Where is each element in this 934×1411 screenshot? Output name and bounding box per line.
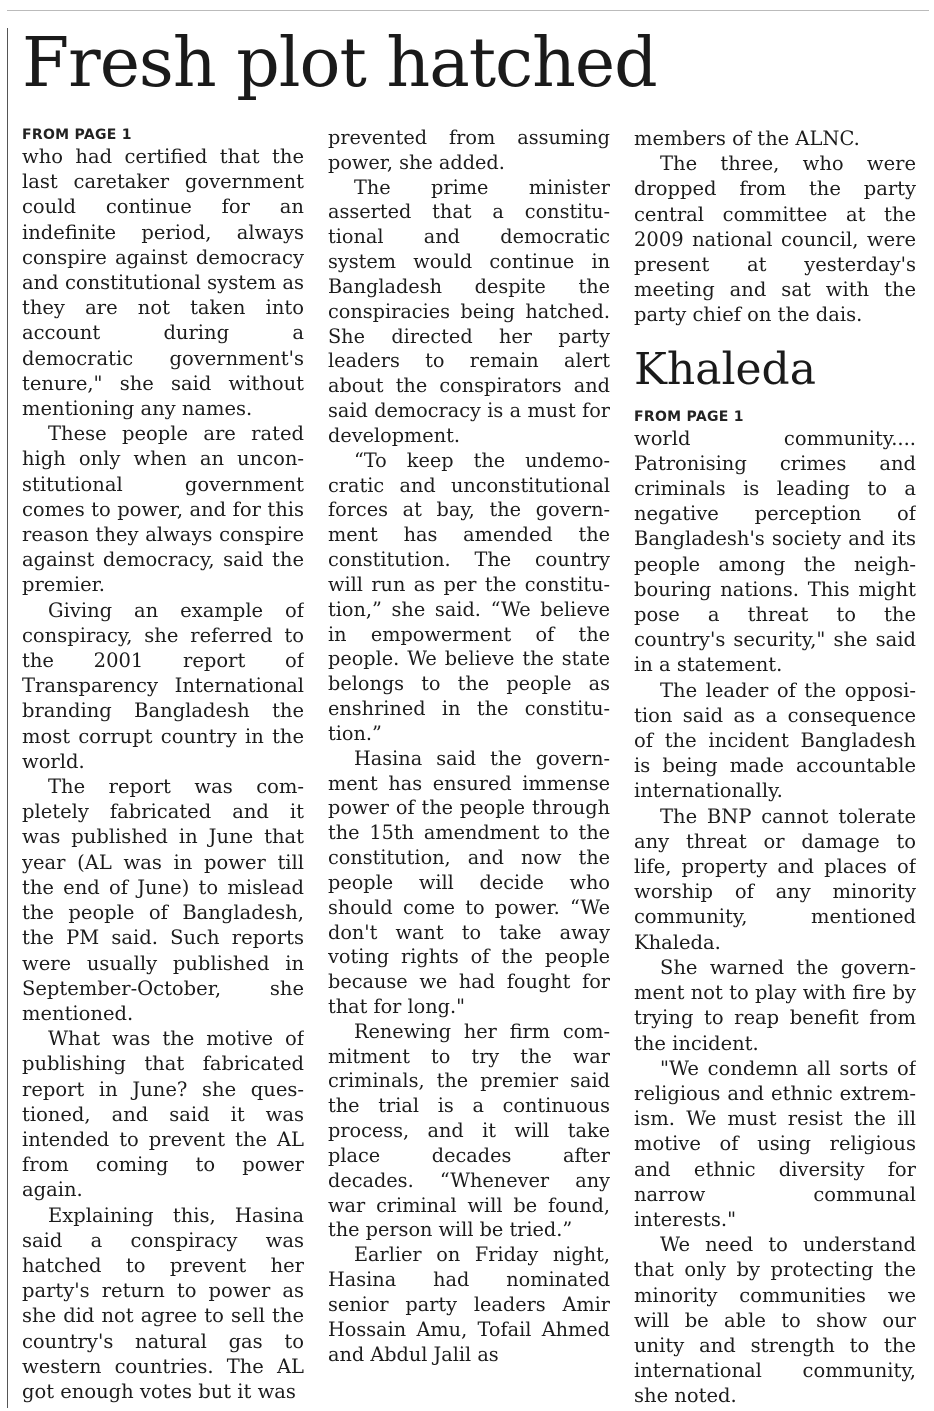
column-2 [328, 126, 610, 1408]
paragraph: "We condemn all sorts of religious and ethnic extremism. We must resist the ill motive of using religious and ethnic diversity for narrow communal interests." [634, 1056, 916, 1231]
top-rule [7, 10, 929, 11]
paragraph: members of the ALNC. [634, 127, 860, 150]
left-column-rule [7, 28, 8, 1408]
paragraph: What was the motive of publishing that fabricated report in June? she questioned, and said it was intended to prevent the AL from coming to power again. [22, 1027, 304, 1202]
paragraph: The prime minister asserted that a constitutional and democratic system would continue in Bangladesh despite the conspiracies being hatched. She directed her party leaders to remain alert about the conspirators and said democracy is a must for development. [328, 175, 610, 447]
column-1 [22, 126, 304, 1408]
paragraph: Earlier on Friday night, Hasina had nominated senior party leaders Amir Hossain Amu, Tofail Ahmed and Abdul Jalil as [328, 1243, 610, 1366]
paragraph: Explaining this, Hasina said a conspiracy was hatched to prevent her party's return to power as she did not agree to sell the country's natural gas to western countries. The AL got enough votes but it was [22, 1203, 304, 1403]
paragraph: The three, who were dropped from the party central committee at the 2009 national council, were present at yesterday's meeting and sat with the party chief on the dais. [634, 152, 916, 327]
paragraph: world community.... Patronising crimes and criminals is leading to a negative perception of Bangladesh's society and its people among the neighbouring nations. This might pose a threat to the country's security," she said in a statement. [634, 426, 916, 677]
paragraph: “To keep the undemocratic and unconstitutional forces at bay, the government has amended the constitution. The country will run as per the constitution,” she said. “We believe in empowerment of the people. We believe the state belongs to the people as enshrined in the constitution.” [328, 448, 610, 745]
paragraph: The leader of the opposition said as a consequence of the incident Bangladesh is being made accountable internationally. [634, 678, 916, 803]
paragraph: These people are rated high only when an unconstitutional government comes to power, and for this reason they always conspire against democracy, said the premier. [22, 422, 304, 597]
column-3 [634, 126, 916, 1408]
article-headline: Fresh plot hatched [22, 24, 657, 103]
paragraph: The report was completely fabricated and it was published in June that year (AL was in power till the end of June) to mislead the people of Bangladesh, the PM said. Such reports were usually published in September-October, she mentioned. [22, 775, 304, 1025]
paragraph: Hasina said the government has ensured immense power of the people through the 15th amendment to the constitution, and now the people will decide who should come to power. “We don't want to take away voting rights of the people because we had fought for that for long." [328, 746, 610, 1018]
paragraph: We need to understand that only by protecting the minority communities we will be able to show our unity and strength to the international community, she noted. [634, 1233, 916, 1408]
khaleda-headline: Khaleda [634, 343, 816, 395]
paragraph: Renewing her firm commitment to try the war criminals, the premier said the trial is a continuous process, and it will take place decades after decades. “Whenever any war criminal will be found, the person will be tried.” [328, 1019, 610, 1242]
paragraph: Giving an example of conspiracy, she referred to the 2001 report of Transparency International branding Bangladesh the most corrupt country in the world. [22, 598, 304, 773]
paragraph: who had certified that the last caretaker government could continue for an indefinite period, always conspire against democracy and constitutional system as they are not taken into account during a democratic government's tenure," she said without mentioning any names. [22, 145, 304, 421]
paragraph: The BNP cannot tolerate any threat or damage to life, property and places of worship of any minority community, mentioned Khaleda. [634, 804, 916, 954]
from-page-kicker: FROM PAGE 1 [634, 408, 744, 425]
paragraph: prevented from assuming power, she added. [328, 126, 610, 174]
from-page-kicker: FROM PAGE 1 [22, 127, 132, 143]
paragraph: She warned the government not to play with fire by trying to reap benefit from the incident. [634, 955, 916, 1055]
